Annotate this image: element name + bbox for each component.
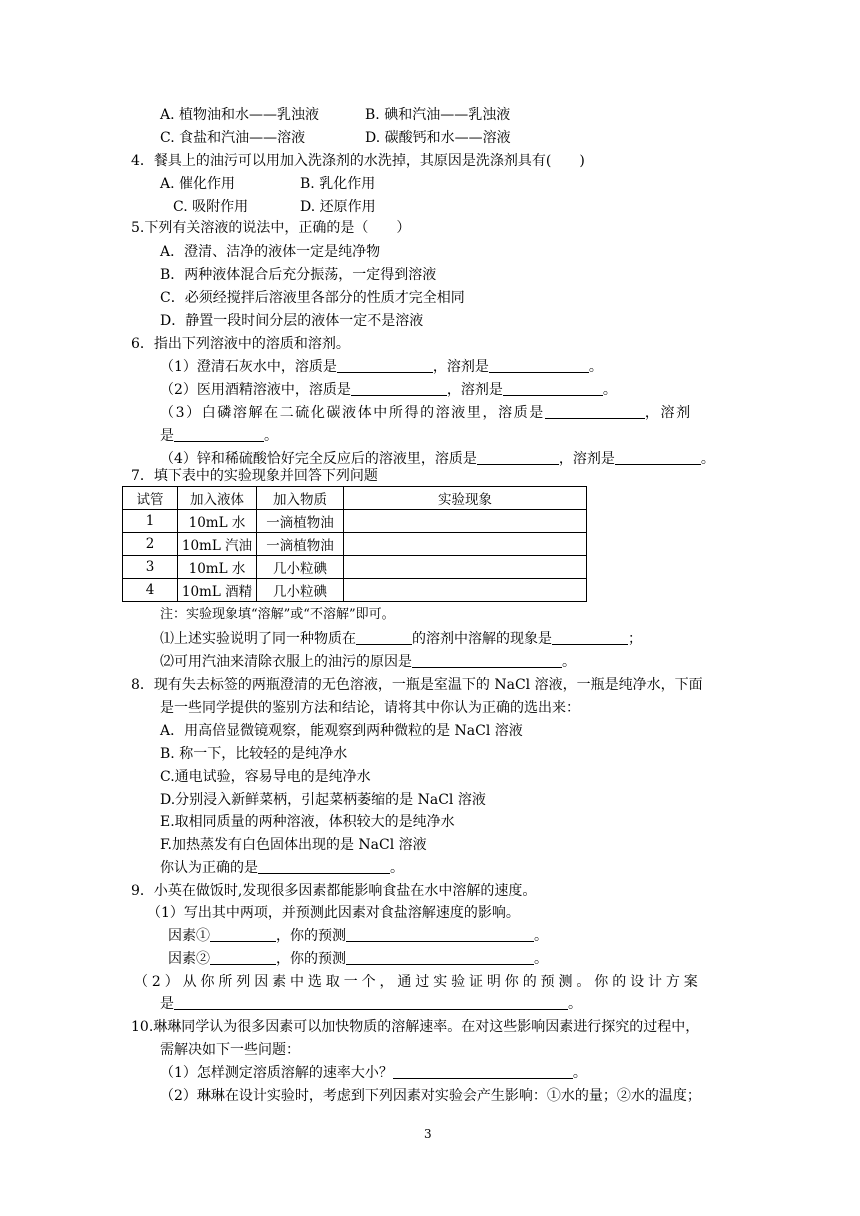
- cell-phenomenon[interactable]: [344, 510, 587, 533]
- q6-part-2: （2）医用酒精溶液中，溶质是 ，溶剂是 。: [160, 382, 617, 398]
- q6-stem: 6．指出下列溶液中的溶质和溶剂。: [131, 336, 350, 352]
- q9-factor-2: 因素② ，你的预测 。: [168, 951, 548, 967]
- q8-option-d: D.分别浸入新鲜菜柄，引起菜柄萎缩的是 NaCl 溶液: [160, 792, 486, 808]
- q5-option-c: C．必须经搅拌后溶液里各部分的性质才完全相同: [160, 290, 465, 306]
- q6-part-1: （1）澄清石灰水中，溶质是 ，溶剂是 。: [160, 359, 603, 375]
- q4-option-b: B. 乳化作用: [300, 176, 376, 192]
- q5-option-d: D．静置一段时间分层的液体一定不是溶液: [160, 313, 424, 329]
- table-row: [123, 579, 587, 602]
- q5-option-a: A．澄清、洁净的液体一定是纯净物: [160, 244, 381, 260]
- q10-part-1: （1）怎样测定溶质溶解的速率大小？ 。: [160, 1065, 587, 1081]
- q4-option-c: C. 吸附作用: [173, 199, 249, 215]
- q7-sub-2: ⑵可用汽油来清除衣服上的油污的原因是 。: [160, 654, 576, 670]
- q6-4-solute-blank[interactable]: [477, 450, 559, 465]
- page-number: 3: [424, 1127, 432, 1141]
- q10-stem-line-2: 需解决如下一些问题：: [160, 1042, 300, 1058]
- cell-substance: 几小粒碘: [257, 556, 344, 579]
- q6-4-solvent-blank[interactable]: [615, 450, 701, 465]
- q5-option-b: B．两种液体混合后充分振荡，一定得到溶液: [160, 267, 437, 283]
- q6-part-3: （3）白磷溶解在二硫化碳液体中所得的溶液里，溶质是 ，溶剂: [160, 405, 692, 421]
- table-header-row: [123, 487, 587, 510]
- cell-liquid: 10mL 水: [178, 510, 257, 533]
- cell-substance: 一滴植物油: [257, 533, 344, 556]
- q9-part-2-cont: 是 。: [160, 996, 582, 1012]
- q6-2-solvent-blank[interactable]: [503, 381, 603, 396]
- q9-stem: 9．小英在做饭时,发现很多因素都能影响食盐在水中溶解的速度。: [131, 883, 537, 899]
- q7-stem: 7．填下表中的实验现象并回答下列问题: [131, 468, 378, 484]
- q10-1-blank[interactable]: [393, 1064, 573, 1079]
- q9-factor-2-blank[interactable]: [210, 950, 276, 965]
- cell-tube: 2: [123, 533, 178, 556]
- q8-option-e: E.取相同质量的两种溶液，体积较大的是纯净水: [160, 814, 455, 830]
- col-header-phenomenon: 实验现象: [344, 487, 587, 510]
- q6-1-solute-blank[interactable]: [337, 358, 433, 373]
- q4-stem: 4．餐具上的油污可以用加入洗涤剂的水洗掉，其原因是洗涤剂具有( ): [131, 153, 585, 169]
- q3-option-a: A. 植物油和水——乳浊液: [160, 107, 320, 123]
- q9-design-blank[interactable]: [174, 995, 568, 1010]
- cell-substance: 一滴植物油: [257, 510, 344, 533]
- table-row: [123, 510, 587, 533]
- q8-option-b: B. 称一下，比较轻的是纯净水: [160, 746, 348, 762]
- experiment-table: [122, 486, 587, 602]
- q9-prediction-1-blank[interactable]: [346, 927, 534, 942]
- q6-2-solute-blank[interactable]: [351, 381, 447, 396]
- q6-part-4: （4）锌和稀硫酸恰好完全反应后的溶液里，溶质是 ，溶剂是 。: [160, 451, 715, 467]
- q5-stem: 5.下列有关溶液的说法中，正确的是（ ）: [131, 220, 411, 236]
- q7-2-reason-blank[interactable]: [412, 653, 562, 668]
- cell-liquid: 10mL 酒精: [178, 579, 257, 602]
- q9-factor-1-blank[interactable]: [210, 927, 276, 942]
- q6-3-solvent-blank[interactable]: [174, 427, 264, 442]
- cell-phenomenon[interactable]: [344, 556, 587, 579]
- table-row: [123, 533, 587, 556]
- q9-part-2: （2）从你所列因素中选取一个，通过实验证明你的预测。你的设计方案: [134, 974, 702, 990]
- q7-1-phenomenon-blank[interactable]: [552, 630, 628, 645]
- q9-prediction-2-blank[interactable]: [346, 950, 534, 965]
- cell-tube: 3: [123, 556, 178, 579]
- col-header-liquid: 加入液体: [178, 487, 257, 510]
- q7-note: 注：实验现象填“溶解”或“不溶解”即可。: [160, 607, 395, 622]
- q7-sub-1: ⑴上述实验说明了同一种物质在 的溶剂中溶解的现象是 ；: [160, 631, 642, 647]
- q3-option-d: D. 碳酸钙和水——溶液: [365, 130, 511, 146]
- table-row: [123, 556, 587, 579]
- q9-part-1: （1）写出其中两项，并预测此因素对食盐溶解速度的影响。: [147, 905, 520, 921]
- q8-option-c: C.通电试验，容易导电的是纯净水: [160, 769, 371, 785]
- cell-tube: 1: [123, 510, 178, 533]
- q3-option-c: C. 食盐和汽油——溶液: [160, 130, 306, 146]
- q8-option-f: F.加热蒸发有白色固体出现的是 NaCl 溶液: [160, 837, 427, 853]
- q4-option-d: D. 还原作用: [300, 199, 376, 215]
- cell-liquid: 10mL 水: [178, 556, 257, 579]
- q8-option-a: A．用高倍显微镜观察，能观察到两种微粒的是 NaCl 溶液: [160, 723, 523, 739]
- q8-answer-blank[interactable]: [258, 859, 390, 874]
- q10-part-2: （2）琳琳在设计实验时，考虑到下列因素对实验会产生影响：①水的量；②水的温度；: [160, 1088, 701, 1104]
- q10-stem-line-1: 10.琳琳同学认为很多因素可以加快物质的溶解速率。在对这些影响因素进行探究的过程中，: [131, 1019, 700, 1035]
- cell-substance: 几小粒碘: [257, 579, 344, 602]
- q6-part-3-cont: 是 。: [160, 428, 278, 444]
- q8-stem-line-2: 是一些同学提供的鉴别方法和结论，请将其中你认为正确的选出来：: [160, 700, 580, 716]
- q8-answer: 你认为正确的是 。: [160, 860, 404, 876]
- q3-option-b: B. 碘和汽油——乳浊液: [365, 107, 511, 123]
- cell-tube: 4: [123, 579, 178, 602]
- q8-stem-line-1: 8．现有失去标签的两瓶澄清的无色溶液，一瓶是室温下的 NaCl 溶液，一瓶是纯净水，下面: [131, 677, 703, 693]
- cell-phenomenon[interactable]: [344, 533, 587, 556]
- q6-3-solute-blank[interactable]: [545, 404, 645, 419]
- cell-phenomenon[interactable]: [344, 579, 587, 602]
- q9-factor-1: 因素① ，你的预测 。: [168, 928, 548, 944]
- q4-option-a: A. 催化作用: [160, 176, 236, 192]
- q6-1-solvent-blank[interactable]: [489, 358, 589, 373]
- q7-1-solvent-blank[interactable]: [356, 630, 412, 645]
- cell-liquid: 10mL 汽油: [178, 533, 257, 556]
- col-header-substance: 加入物质: [257, 487, 344, 510]
- col-header-tube: 试管: [123, 487, 178, 510]
